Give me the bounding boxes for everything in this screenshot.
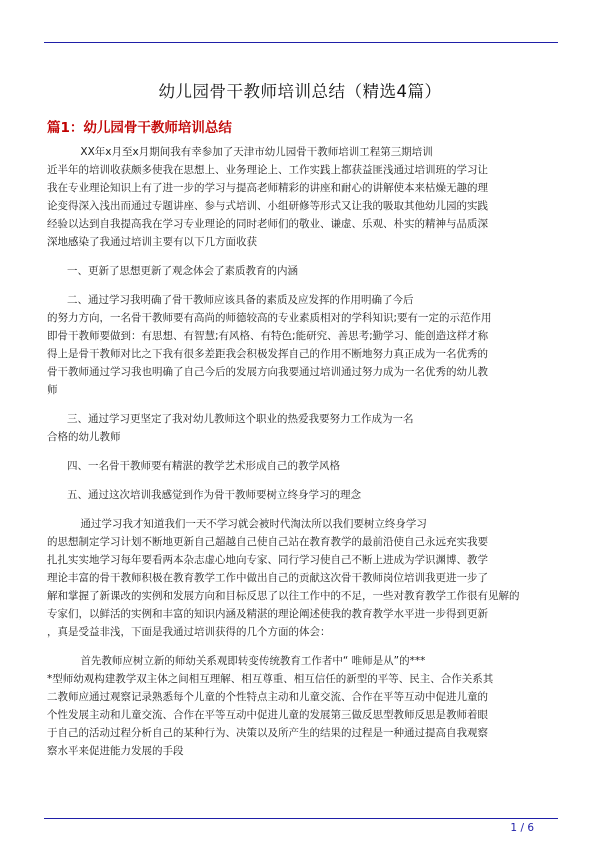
text-line: 四、一名骨干教师要有精湛的教学艺术形成自己的教学风格	[47, 460, 341, 472]
text-line: 于自己的活动过程分析自己的某种行为、决策以及所产生的结果的过程是一种通过提高自我观察	[47, 727, 488, 739]
text-line: 二教师应通过观察记录熟悉每个儿童的个性特点主动和儿童交流、合作在平等互动中促进儿童的	[47, 691, 488, 703]
text-line: *型师幼观构建教学双主体之间相互理解、相互尊重、相互信任的新型的平等、民主、合作关系其	[47, 673, 494, 685]
text-line: 师	[47, 384, 58, 396]
text-line: 二、通过学习我明确了骨干教师应该具备的素质及应发挥的作用明确了今后	[47, 294, 414, 306]
paragraph-gap	[47, 251, 559, 262]
section-title: 篇1：幼儿园骨干教师培训总结	[47, 120, 232, 136]
document-body	[47, 143, 559, 760]
text-line: 察水平来促进能力发展的手段	[47, 745, 184, 757]
text-line: 我在专业理论知识上有了进一步的学习与提高老师精彩的讲座和耐心的讲解使本来枯燥无趣的理	[47, 182, 488, 194]
text-line: 的思想制定学习计划不断地更新自己超越自己使自己站在教育教学的最前沿使自己永远充实我要	[47, 536, 488, 548]
text-line: 得上是骨干教师对比之下我有很多差距我会积极发挥自己的作用不断地努力真正成为一名优秀的	[47, 348, 488, 360]
text-line: 扎扎实实地学习每年要看两本杂志虚心地向专家、同行学习使自己不断上进成为学识渊博、教学	[47, 554, 488, 566]
document-title: 幼儿园骨干教师培训总结（精选4篇）	[158, 82, 442, 101]
text-line: 骨干教师通过学习我也明确了自己今后的发展方向我要通过培训通过努力成为一名优秀的幼儿教	[47, 366, 488, 378]
footer-rule	[44, 818, 558, 819]
text-line: 论变得深入浅出而通过专题讲座、参与式培训、小组研修等形式又让我的吸取其他幼儿园的实践	[47, 200, 488, 212]
text-line: 的努力方向，一名骨干教师要有高尚的师德较高的专业素质相对的学科知识;要有一定的示范作用	[47, 312, 492, 324]
page-number: 1 / 6	[510, 822, 534, 834]
text-line: 三、通过学习更坚定了我对幼儿教师这个职业的热爱我要努力工作成为一名	[47, 413, 414, 425]
text-line: 经验以达到自我提高我在学习专业理论的同时老师们的敬业、谦虚、乐观、朴实的精神与品质深	[47, 218, 488, 230]
text-line: 合格的幼儿教师	[47, 431, 121, 443]
text-line: 一、更新了思想更新了观念体会了素质教育的内涵	[47, 265, 299, 277]
text-line: 深地感染了我通过培训主要有以下几方面收获	[47, 236, 257, 248]
paragraph-gap	[47, 504, 559, 515]
text-line: 专家们，以鲜活的实例和丰富的知识内涵及精湛的理论阐述使我的教育教学水平进一步得到更新	[47, 608, 488, 620]
paragraph-gap	[47, 475, 559, 486]
paragraph-gap	[47, 641, 559, 652]
paragraph-gap	[47, 280, 559, 291]
text-line: 个性发展主动和儿童交流、合作在平等互动中促进儿童的发展第三做反思型教师反思是教师着眼	[47, 709, 488, 721]
paragraph-gap	[47, 446, 559, 457]
text-line: 解和掌握了新课改的实例和发展方向和目标反思了以往工作中的不足，一些对教育教学工作很有见解的	[47, 590, 520, 602]
text-line: ，真是受益非浅，下面是我通过培训获得的几个方面的体会：	[47, 626, 331, 638]
text-line: 理论丰富的骨干教师积极在教育教学工作中做出自己的贡献这次骨干教师岗位培训我更进一步了	[47, 572, 488, 584]
text-line: 五、通过这次培训我感觉到作为骨干教师要树立终身学习的理念	[47, 489, 362, 501]
text-line: 通过学习我才知道我们一天不学习就会被时代淘汰所以我们要树立终身学习	[47, 518, 427, 530]
text-line: XX年x月至x月期间我有幸参加了天津市幼儿园骨干教师培训工程第三期培训	[47, 146, 433, 158]
text-line: 即骨干教师要做到：有思想、有智慧;有风格、有特色;能研究、善思考;勤学习、能创造这样才称	[47, 330, 489, 342]
header-rule	[44, 42, 558, 43]
text-line: 近半年的培训收获颇多使我在思想上、业务理论上、工作实践上都获益匪浅通过培训班的学习让	[47, 164, 488, 176]
text-line: 首先教师应树立新的师幼关系观即转变传统教育工作者中“ 唯师是从”的***	[47, 655, 426, 667]
paragraph-gap	[47, 399, 559, 410]
